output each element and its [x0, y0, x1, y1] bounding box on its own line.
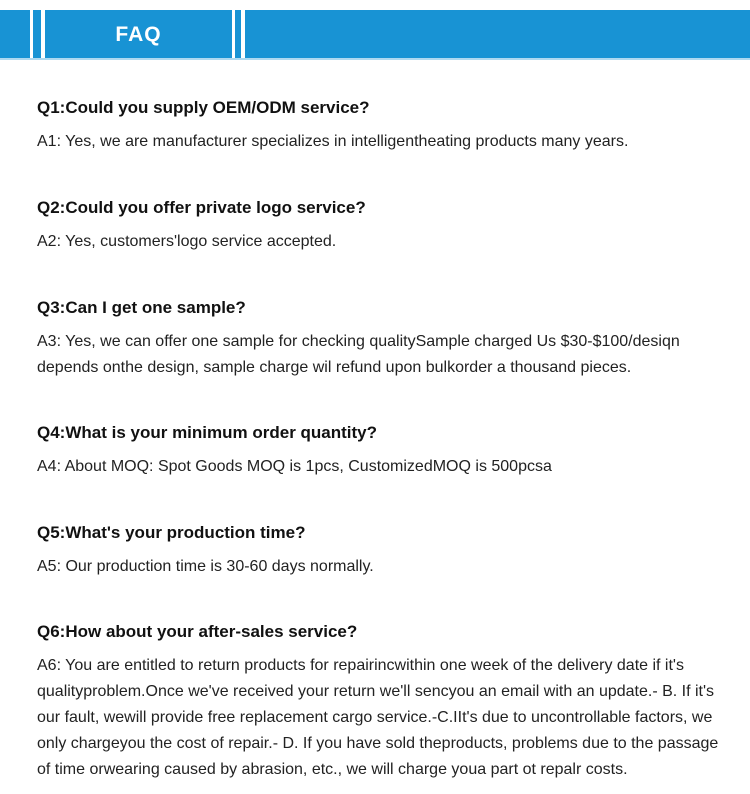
faq-answer: A1: Yes, we are manufacturer specializes in intelligentheating products many years.: [37, 133, 629, 150]
faq-answer: A6: You are entitled to return products for repairincwithin one week of the delivery date if it's qualityproblem.Once we've received your return we'll sencyou an email with an update.- B. If it's our fault, wewill provide free replacement cargo service.-C.IIt's due to uncontrollable factors, we only chargeyou the cost of repair.- D. If you have sold theproducts, problems due to the passage of time orwearing caused by abrasion, etc., we will charge youa part ot repalr costs.: [37, 657, 719, 778]
faq-item: [37, 620, 727, 783]
banner-divider: [0, 58, 750, 60]
faq-answer: A3: Yes, we can offer one sample for checking qualitySample charged Us $30-$100/desiqn depends onthe design, sample charge wil refund upon bulkorder a thousand pieces.: [37, 333, 680, 376]
faq-banner: [0, 10, 750, 58]
faq-answer: A4: About MOQ: Spot Goods MOQ is 1pcs, CustomizedMOQ is 500pcsa: [37, 458, 552, 475]
banner-stripe-right: [245, 10, 750, 58]
faq-question: Q5:What's your production time?: [37, 523, 306, 542]
faq-list: [37, 96, 727, 783]
faq-item: [37, 196, 727, 255]
faq-question: Q1:Could you supply OEM/ODM service?: [37, 98, 370, 117]
faq-item: [37, 296, 727, 381]
faq-item: [37, 421, 727, 480]
faq-question: Q2:Could you offer private logo service?: [37, 198, 366, 217]
faq-question: Q4:What is your minimum order quantity?: [37, 423, 378, 442]
faq-question: Q6:How about your after-sales service?: [37, 622, 358, 641]
faq-question: Q3:Can I get one sample?: [37, 298, 246, 317]
banner-stripe-thin-2: [235, 10, 241, 58]
banner-stripe-thin-1: [33, 10, 41, 58]
page-title: FAQ: [115, 23, 162, 46]
banner-stripe-left: [0, 10, 30, 58]
faq-item: [37, 521, 727, 580]
faq-answer: A5: Our production time is 30-60 days normally.: [37, 558, 374, 575]
faq-answer: A2: Yes, customers'logo service accepted.: [37, 233, 337, 250]
faq-item: [37, 96, 727, 155]
